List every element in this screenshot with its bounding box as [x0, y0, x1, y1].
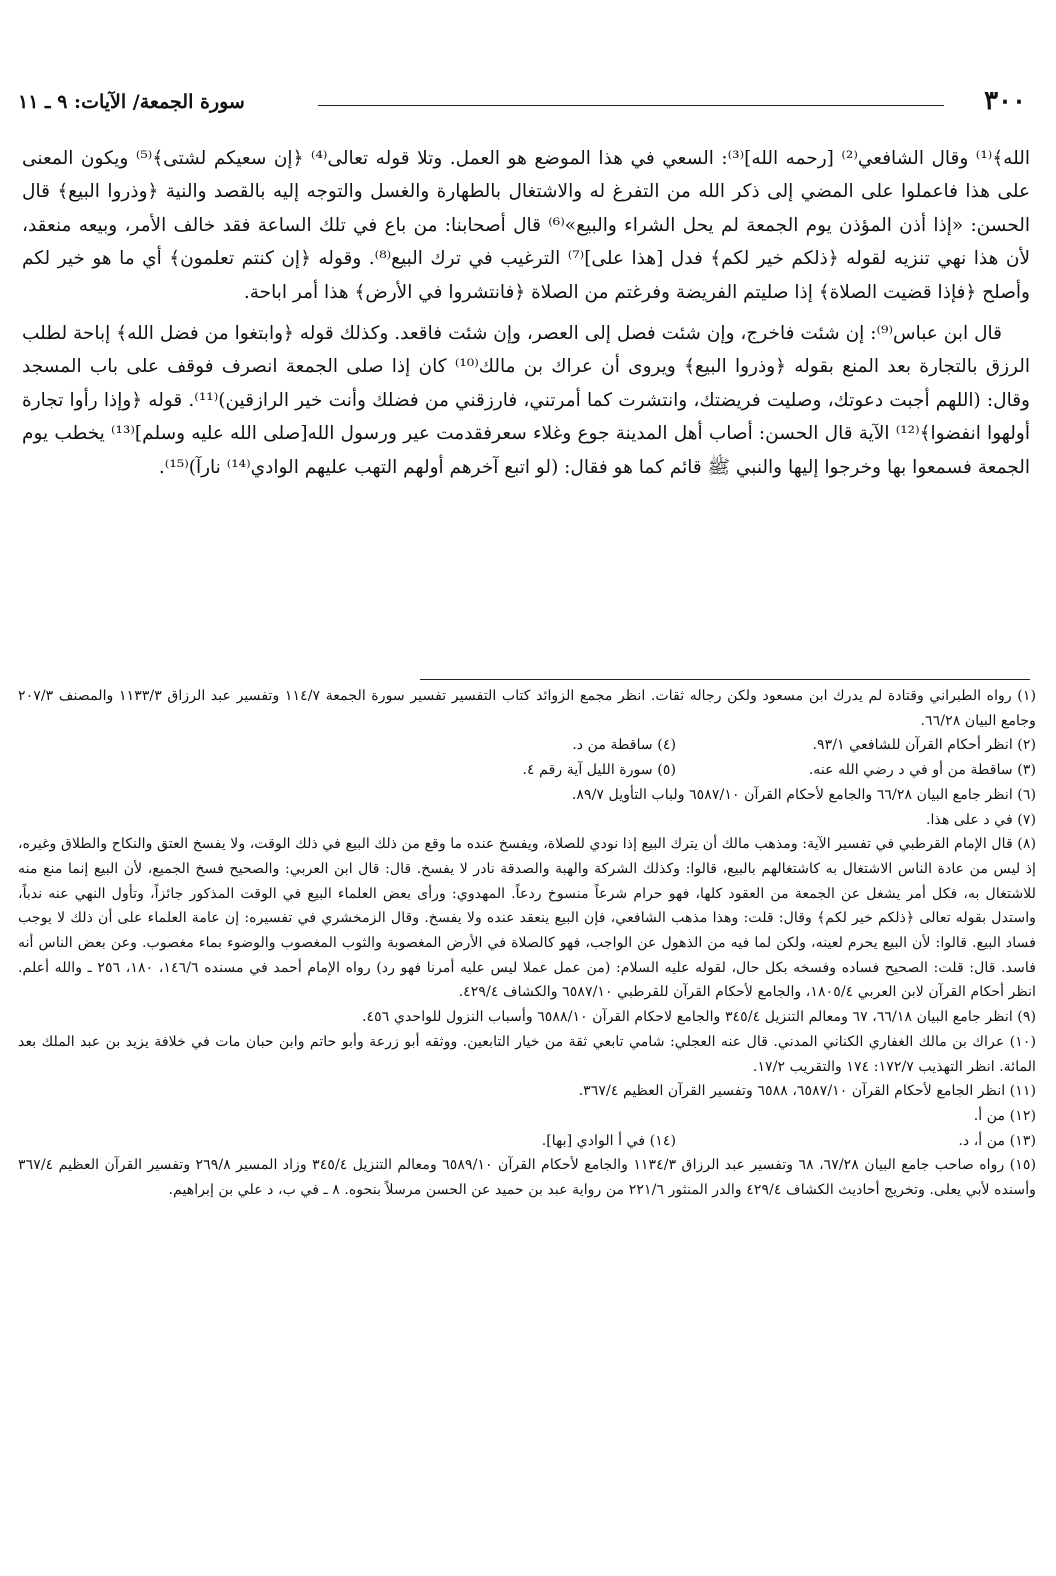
- footnote-10: (١٠) عراك بن مالك الغفاري الكناني المدني. قال عنه العجلي: شامي تابعي ثقة من خيار التابعين. ووثقه أبو زرعة وأبو حاتم وابن حبان مات في خلافة يزيد بن عبد الملك بعد المائة. انظر التهذيب ١٧٢/٧: ١٧٤ والتقريب ١٧/٢.: [18, 1033, 1036, 1075]
- footnote-13: (١٣) من أ، د.: [958, 1132, 1036, 1149]
- page-number: ٣٠٠: [984, 86, 1026, 116]
- footnote-divider: [420, 679, 1030, 680]
- running-title: سورة الجمعة/ الآيات: ٩ ـ ١١: [18, 91, 245, 113]
- footnote-8: (٨) قال الإمام القرطبي في تفسير الآية: ومذهب مالك أن يترك البيع إذا نودي للصلاة، ويفسخ عنده ما وقع من ذلك البيع في ذلك الوقت، ولا يفسخ العتق والنكاح والطلاق وغيره، إذ ليس من عادة الناس الاشتغال به كاشتغالهم بالبيع، قالوا: وكذلك الشركة والهبة والصدقة نادر لا يفسخ. قال: قال ابن العربي: والصحيح فسخ الجميع، لأن البيع إنما منع منه للاشتغال به، فكل أمر يشغل عن الجمعة من العقود كلها، فهو حرام شرعاً منسوخ ردعاً. المهدوي: ورأى بعض العلماء البيع في الوقت المذكور جائزاً، وتأول النهي عنه ندباً، واستدل بقوله تعالى ﴿ذلكم خير لكم﴾ وقال: قلت: وهذا مذهب الشافعي، فإن البيع ينعقد عنده ولا يفسخ. وقال الزمخشري في تفسيره: إن عامة العلماء على أن ذلك لا يوجب فساد البيع. قالوا: لأن البيع يحرم لعينه، ولكن لما فيه من الذهول عن الواجب، فهو كالصلاة في الأرض المغصوبة والثوب المغصوب والوضوء بماء مغصوب. وعن بعض الناس أنه فاسد. قال: قلت: الصحيح فساده وفسخه بكل حال، لقوله عليه السلام: (من عمل عملا ليس عليه أمرنا فهو رد) رواه الإمام أحمد في مسنده ١٤٦/٦، ١٨٠، ٢٥٦ ـ والله أعلم. انظر أحكام القرآن لابن العربي ١٨٠٥/٤، والجامع لأحكام القرآن للقرطبي ٦٥٨٧/١٠ والكشاف ٤٢٩/٤.: [18, 836, 1037, 1001]
- page-header: [18, 86, 1026, 120]
- footnote-4: (٤) ساقطة من د.: [572, 737, 676, 754]
- footnote-11: (١١) انظر الجامع لأحكام القرآن ٦٥٨٧/١٠، ٦٥٨٨ وتفسير القرآن العظيم ٣٦٧/٤.: [578, 1083, 1036, 1100]
- footnote-2: (٢) انظر أحكام القرآن للشافعي ٩٣/١.: [812, 737, 1036, 754]
- footnote-15: (١٥) رواه صاحب جامع البيان ٦٧/٢٨، ٦٨ وتفسير عبد الرزاق ١١٣٤/٣ والجامع لأحكام القرآن ٦٥٨٩/١٠ ومعالم التنزيل ٣٤٥/٤ وزاد المسير ٢٦٩/٨ وتفسير القرآن العظيم ٣٦٧/٤ وأسنده لأبي يعلى. وتخريج أحاديث الكشاف ٤٢٩/٤ والدر المنثور ٢٢١/٦ من رواية عبد بن حميد عن الحسن مرسلاً بنحوه. ٨ ـ في ب، د علي بن إبراهيم.: [18, 1157, 1037, 1199]
- footnote-row-2-4: [18, 733, 1036, 758]
- footnote-9: (٩) انظر جامع البيان ٦٦/١٨، ٦٧ ومعالم التنزيل ٣٤٥/٤ والجامع لاحكام القرآن ٦٥٨٨/١٠ وأسباب النزول للواحدي ٤٥٦.: [361, 1009, 1036, 1026]
- footnotes: [18, 684, 1036, 1203]
- footnote-3: (٣) ساقطة من أو في د رضي الله عنه.: [808, 762, 1036, 779]
- main-paragraph-1: الله﴾⁽¹⁾ وقال الشافعي⁽²⁾ [رحمه الله]⁽³⁾: السعي في هذا الموضع هو العمل. وتلا قوله تعالى⁽⁴⁾ ﴿إن سعيكم لشتى﴾⁽⁵⁾ ويكون المعنى على هذا فاعملوا على المضي إلى ذكر الله من التفرغ له والاشتغال بالطهارة والغسل والتوجه إليه بالقصد والنية ﴿وذروا البيع﴾ قال الحسن: «إذا أذن المؤذن يوم الجمعة لم يحل الشراء والبيع»⁽⁶⁾ قال أصحابنا: من باع في تلك الساعة فقد خالف الأمر، وبيعه منعقد، لأن هذا نهي تنزيه لقوله ﴿ذلكم خير لكم﴾ فدل [هذا على]⁽⁷⁾ الترغيب في ترك البيع⁽⁸⁾. وقوله ﴿إن كنتم تعلمون﴾ أي ما هو خير لكم وأصلح ﴿فإذا قضيت الصلاة﴾ إذا صليتم الفريضة وفرغتم من الصلاة ﴿فانتشروا في الأرض﴾ هذا أمر اباحة.: [22, 148, 1031, 303]
- footnote-row-3-5: [18, 758, 1036, 783]
- footnote-14: (١٤) في أ الوادي [بها].: [541, 1132, 676, 1149]
- footnote-6: (٦) انظر جامع البيان ٦٦/٢٨ والجامع لأحكام القرآن ٦٥٨٧/١٠ ولباب التأويل ٨٩/٧.: [571, 786, 1036, 803]
- main-text: [22, 142, 1030, 484]
- footnote-7: (٧) في د على هذا.: [925, 811, 1036, 828]
- footnote-5: (٥) سورة الليل آية رقم ٤.: [522, 762, 676, 779]
- footnote-12: (١٢) من أ.: [973, 1107, 1036, 1124]
- footnote-row-13-14: [18, 1129, 1036, 1154]
- main-paragraph-2: قال ابن عباس⁽⁹⁾: إن شئت فاخرج، وإن شئت فصل إلى العصر، وإن شئت فاقعد. وكذلك قوله ﴿وابتغوا من فضل الله﴾ إباحة لطلب الرزق بالتجارة بعد المنع بقوله ﴿وذروا البيع﴾ ويروى أن عراك بن مالك⁽¹⁰⁾ كان إذا صلى الجمعة انصرف فوقف على باب المسجد وقال: (اللهم أجبت دعوتك، وصليت فريضتك، وانتشرت كما أمرتني، فارزقني من فضلك وأنت خير الرازقين)⁽¹¹⁾. قوله ﴿وإذا رأوا تجارة أولهوا انفضوا﴾⁽¹²⁾ الآية قال الحسن: أصاب أهل المدينة جوع وغلاء سعرفقدمت عير ورسول الله[صلى الله عليه وسلم]⁽¹³⁾ يخطب يوم الجمعة فسمعوا بها وخرجوا إليها والنبي ﷺ قائم كما هو فقال: (لو اتبع آخرهم أولهم التهب عليهم الوادي⁽¹⁴⁾ نارآ)⁽¹⁵⁾.: [22, 323, 1031, 478]
- header-rule: [318, 105, 944, 106]
- footnote-1: (١) رواه الطبراني وقتادة لم يدرك ابن مسعود ولكن رجاله ثقات. انظر مجمع الزوائد كتاب التفسير تفسير سورة الجمعة ١١٤/٧ وتفسير عبد الرزاق ١١٣٣/٣ والمصنف ٢٠٧/٣ وجامع البيان ٦٦/٢٨.: [18, 688, 1036, 729]
